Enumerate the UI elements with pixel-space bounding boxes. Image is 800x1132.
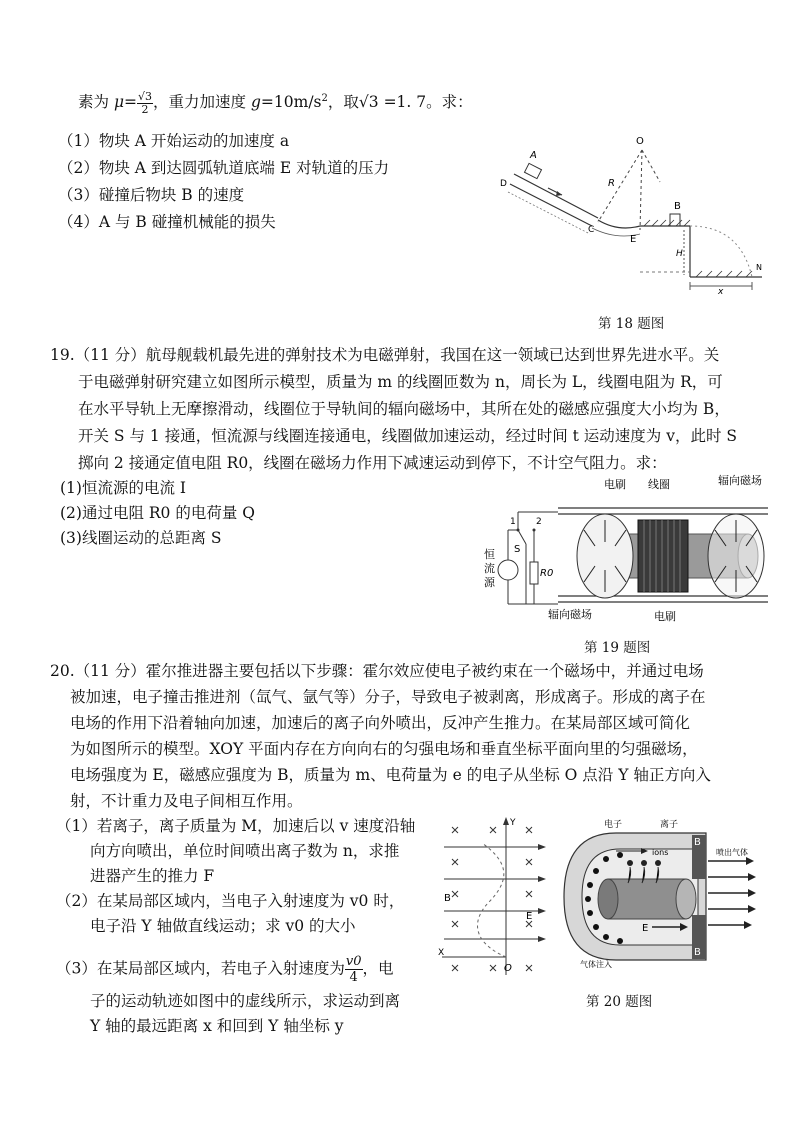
q19-line-2: 于电磁弹射研究建立如图所示模型，质量为 m 的线圈匝数为 n，周长为 L，线圈电阻为 R，可 <box>78 373 723 391</box>
fig20-label-ion: 离子 <box>660 820 679 830</box>
q18-item-3: （3）碰撞后物块 B 的速度 <box>58 186 245 204</box>
q19-line-3: 在水平导轨上无摩擦滑动，线圈位于导轨间的辐向磁场中，其所在处的磁感应强度大小均为 B， <box>78 400 730 418</box>
fig20-label-o: O <box>504 963 512 974</box>
q19-line-5: 掷向 2 接通定值电阻 R0，线圈在磁场力作用下减速运动到停下，不计空气阻力。求： <box>78 454 667 472</box>
fig18-label-o: O <box>636 136 644 147</box>
fig20-caption: 第 20 题图 <box>586 994 653 1010</box>
fig19-label-source-3: 源 <box>484 576 495 589</box>
q19-line-4: 开关 S 与 1 接通，恒流源与线圈连接通电，线圈做加速运动，经过时间 t 运动速度为 v，此时 S <box>78 427 738 445</box>
fig19-label-coil: 线圈 <box>648 478 670 491</box>
q20-line-5: 电场强度为 E，磁感应强度为 B，质量为 m、电荷量为 e 的电子从坐标 O 点沿 Y 轴正方向入 <box>70 766 711 784</box>
fig20-label-exhaust: 喷出气体 <box>716 848 748 857</box>
q18-item-2: （2）物块 A 到达圆弧轨道底端 E 对轨道的压力 <box>58 159 390 177</box>
fig19-label-r0: R0 <box>540 568 554 579</box>
q20-item-2b: 电子沿 Y 轴做直线运动；求 v0 的大小 <box>90 917 356 935</box>
fig18-label-x: x <box>718 287 724 297</box>
fig20-label-electron: 电子 <box>604 820 623 830</box>
fig18-label-a: A <box>530 150 537 161</box>
fig19-label-2: 2 <box>536 517 542 527</box>
fig19-label-brush-top: 电刷 <box>604 478 626 491</box>
fig20-field-diagram <box>438 815 548 980</box>
fig19-diagram <box>478 472 778 632</box>
fig20-label-b: B <box>444 893 451 904</box>
q18-item-1: （1）物块 A 开始运动的加速度 a <box>58 132 290 150</box>
v0-over-4-fraction: $\frac{v0}{4}$ <box>345 954 362 985</box>
q20-line-2: 被加速，电子撞击推进剂（氙气、氩气等）分子，导致电子被剥离，形成离子。形成的离子在 <box>70 688 706 706</box>
fig20-label-x: X <box>438 948 445 958</box>
q20-item-2a: （2）在某局部区域内，当电子入射速度为 v0 时， <box>56 892 405 910</box>
fig18-label-n: N <box>756 263 762 272</box>
q18-item-4: （4）A 与 B 碰撞机械能的损失 <box>58 213 276 231</box>
fig20-label-y: Y <box>510 818 516 828</box>
fig19-label-radial-top: 辐向磁场 <box>718 474 762 487</box>
q20-line-1: 20.（11 分）霍尔推进器主要包括以下步骤：霍尔效应使电子被约束在一个磁场中，并通过电场 <box>50 662 704 680</box>
q20-line-4: 为如图所示的模型。XOY 平面内存在方向向右的匀强电场和垂直坐标平面向里的匀强磁场， <box>70 740 698 758</box>
fig19-label-brush-bottom: 电刷 <box>654 610 676 623</box>
fig18-label-h: H <box>676 249 683 259</box>
fig20-label-e2: E <box>642 923 649 934</box>
mu-fraction: $\frac{√3}{2}$ <box>138 89 153 116</box>
fig20-label-b2: B <box>694 837 701 848</box>
q20-item-1c: 进器产生的推力 F <box>90 867 215 885</box>
fig18-diagram <box>500 122 780 297</box>
q18-intro: 素为 μ= $\frac{√3}{2}$ ，重力加速度 $g=10m/s^2$，取√3 =1. 7。求： <box>78 89 473 116</box>
fig19-label-source-2: 流 <box>484 562 495 575</box>
fig19-label-s: S <box>514 544 521 555</box>
fig18-caption: 第 18 题图 <box>598 316 665 332</box>
fig20-label-ions: ions <box>652 848 669 857</box>
fig20-thruster-diagram <box>556 815 756 975</box>
fig20-label-e: E <box>526 911 533 922</box>
q20-item-3a: （3）在某局部区域内，若电子入射速度为 $\frac{v0}{4}$ ，电 <box>56 954 394 985</box>
fig18-label-b: B <box>674 201 681 212</box>
q20-line-6: 射，不计重力及电子间相互作用。 <box>70 792 303 810</box>
q19-item-1: (1)恒流源的电流 I <box>60 479 187 497</box>
q20-item-1a: （1）若离子，离子质量为 M，加速后以 v 速度沿轴 <box>56 817 416 835</box>
fig18-label-d: D <box>500 179 507 189</box>
fig18-label-r: R <box>608 178 615 189</box>
q20-item-3d: Y 轴的最远距离 x 和回到 Y 轴坐标 y <box>90 1017 344 1035</box>
q20-item-3c: 子的运动轨迹如图中的虚线所示，求运动到离 <box>90 992 401 1010</box>
fig18-label-c: C <box>588 225 595 235</box>
fig19-label-source-1: 恒 <box>484 548 495 561</box>
fig18-label-e: E <box>630 234 637 245</box>
fig19-label-radial-bottom: 辐向磁场 <box>548 608 592 621</box>
fig19-caption: 第 19 题图 <box>584 640 651 656</box>
fig19-label-1: 1 <box>510 517 516 527</box>
q20-item-1b: 向方向喷出，单位时间喷出离子数为 n，求推 <box>90 842 400 860</box>
fig20-label-b3: B <box>694 947 701 958</box>
fig20-label-gas-in: 气体注入 <box>580 960 612 969</box>
q19-item-2: (2)通过电阻 R0 的电荷量 Q <box>60 504 255 522</box>
q19-line-1: 19.（11 分）航母舰载机最先进的弹射技术为电磁弹射，我国在这一领域已达到世界先进水平。关 <box>50 346 720 364</box>
q19-item-3: (3)线圈运动的总距离 S <box>60 529 222 547</box>
q20-line-3: 电场的作用下沿着轴向加速，加速后的离子向外喷出，反冲产生推力。在某局部区域可简化 <box>70 714 691 732</box>
